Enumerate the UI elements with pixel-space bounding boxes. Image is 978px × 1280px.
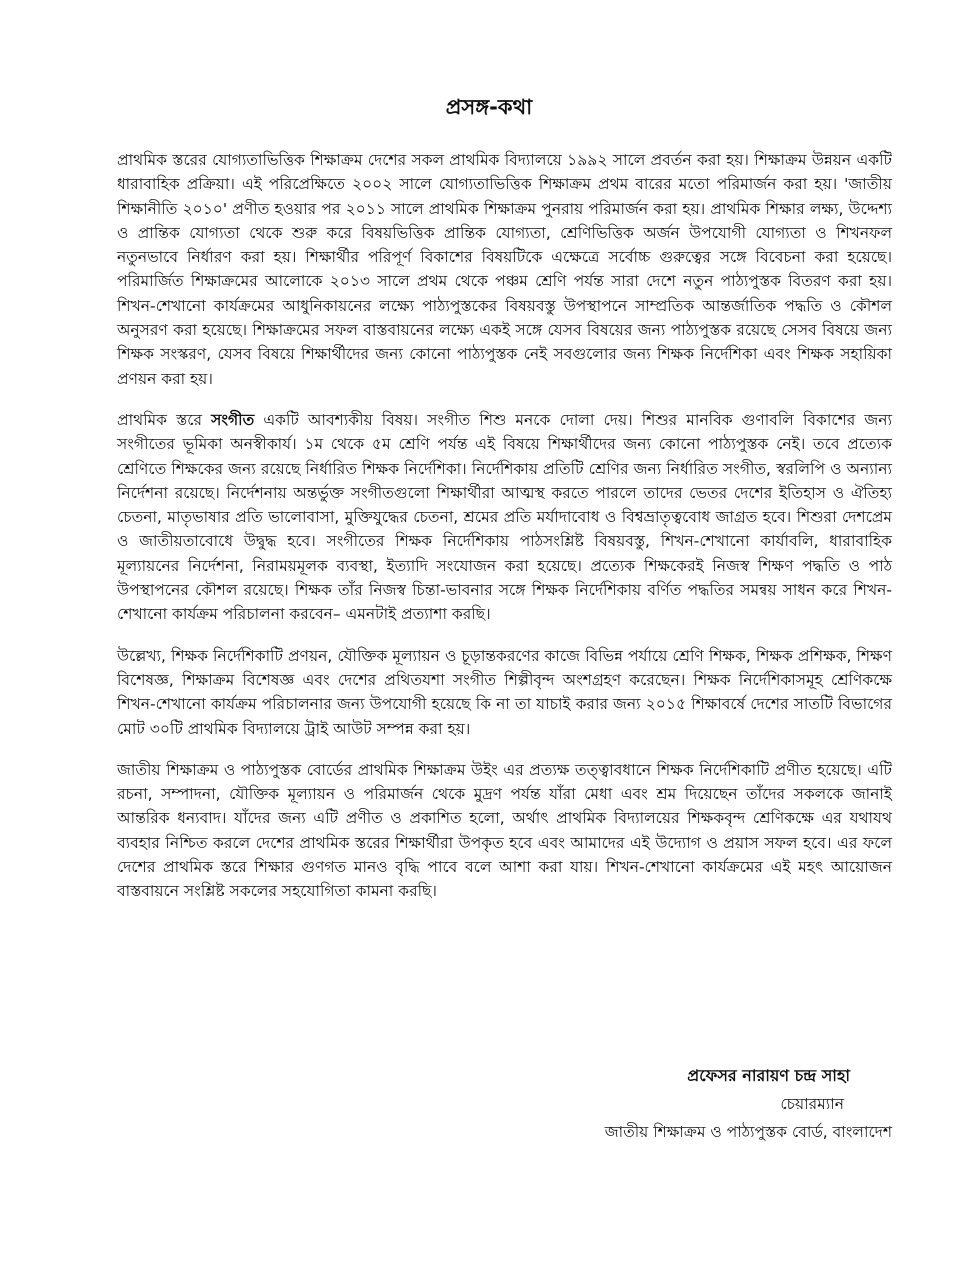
signatory-name: প্রফেসর নারায়ণ চন্দ্র সাহা	[687, 1066, 850, 1085]
paragraph-curriculum-history: প্রাথমিক স্তরের যোগ্যতাভিত্তিক শিক্ষাক্রম দেশের সকল প্রাথমিক বিদ্যালয়ে ১৯৯২ সালে প্রবর্তন করা হয়। শিক্ষাক্রম উন্নয়ন একটি ধারাবাহিক প্রক্রিয়া। এই পরিপ্রেক্ষিতে ২০০২ সালে যোগ্যতাভিত্তিক শিক্ষাক্রম প্রথম বারের মতো পরিমার্জন করা হয়। 'জাতীয় শিক্ষানীতি ২০১০' প্রণীত হওয়ার পর ২০১১ সালে প্রাথমিক শিক্ষাক্রম পুনরায় পরিমার্জন করা হয়। প্রাথমিক শিক্ষার লক্ষ্য, উদ্দেশ্য ও প্রান্তিক যোগ্যতা থেকে শুরু করে বিষয়ভিত্তিক প্রান্তিক যোগ্যতা, শ্রেণিভিত্তিক অর্জন উপযোগী যোগ্যতা ও শিখনফল নতুনভাবে নির্ধারণ করা হয়। শিক্ষার্থীর পরিপূর্ণ বিকাশের বিষয়টিকে এক্ষেত্রে সর্বোচ্চ গুরুত্বের সঙ্গে বিবেচনা করা হয়েছে। পরিমার্জিত শিক্ষাক্রমের আলোকে ২০১৩ সালে প্রথম থেকে পঞ্চম শ্রেণি পর্যন্ত সারা দেশে নতুন পাঠ্যপুস্তক বিতরণ করা হয়। শিখন-শেখানো কার্যক্রমের আধুনিকায়নের লক্ষ্যে পাঠ্যপুস্তকের বিষয়বস্তু উপস্থাপনে সাম্প্রতিক আন্তর্জাতিক পদ্ধতি ও কৌশল অনুসরণ করা হয়েছে। শিক্ষাক্রমের সফল বাস্তবায়নের লক্ষ্যে একই সঙ্গে যেসব বিষয়ের জন্য পাঠ্যপুস্তক রয়েছে সেসব বিষয়ে জন্য শিক্ষক সংস্করণ, যেসব বিষয়ে শিক্ষার্থীদের জন্য কোনো পাঠ্যপুস্তক নেই সবগুলোর জন্য শিক্ষক নির্দেশিকা এবং শিক্ষক সহায়িকা প্রণয়ন করা হয়।	[117, 151, 892, 388]
page-title: প্রসঙ্গ-কথা	[445, 95, 533, 119]
paragraph-acknowledgement: জাতীয় শিক্ষাক্রম ও পাঠ্যপুস্তক বোর্ডের প্রাথমিক শিক্ষাক্রম উইং এর প্রত্যক্ষ তত্ত্বাবধানে শিক্ষক নির্দেশিকাটি প্রণীত হয়েছে। এটি রচনা, সম্পাদনা, যৌক্তিক মূল্যায়ন ও পরিমার্জন থেকে মুদ্রণ পর্যন্ত যাঁরা মেধা এবং শ্রম দিয়েছেন তাঁদের সকলকে জানাই আন্তরিক ধন্যবাদ। যাঁদের জন্য এটি প্রণীত ও প্রকাশিত হলো, অর্থাৎ প্রাথমিক বিদ্যালয়ের শিক্ষকবৃন্দ শ্রেণিকক্ষে এর যথাযথ ব্যবহার নিশ্চিত করলে দেশের প্রাথমিক স্তরের শিক্ষার্থীরা উপকৃত হবে এবং আমাদের এই উদ্যোগ ও প্রয়াস সফল হবে। এর ফলে দেশের প্রাথমিক স্তরে শিক্ষার গুণগত মানও বৃদ্ধি পাবে বলে আশা করা যায়। শিখন-শেখানো কার্যক্রমের এই মহৎ আয়োজন বাস্তবায়নে সংশ্লিষ্ট সকলের সহযোগিতা কামনা করছি।	[117, 760, 892, 901]
paragraph-music-subject	[117, 408, 892, 627]
paragraph-music-space	[254, 411, 263, 429]
signature-block	[500, 1062, 892, 1146]
paragraph-music-emphasis: সংগীত	[211, 410, 255, 429]
paragraph-music-rest: একটি আবশ্যকীয় বিষয়। সংগীত শিশু মনকে দোলা দেয়। শিশুর মানবিক গুণাবলি বিকাশের জন্য সংগীতের ভূমিকা অনস্বীকার্য। ১ম থেকে ৫ম শ্রেণি পর্যন্ত এই বিষয়ে শিক্ষার্থীদের জন্য কোনো পাঠ্যপুস্তক নেই। তবে প্রত্যেক শ্রেণিতে শিক্ষকের জন্য রয়েছে নির্ধারিত শিক্ষক নির্দেশিকা। নির্দেশিকায় প্রতিটি শ্রেণির জন্য নির্ধারিত সংগীত, স্বরলিপি ও অন্যান্য নির্দেশনা রয়েছে। নির্দেশনায় অন্তর্ভুক্ত সংগীতগুলো শিক্ষার্থীরা আত্মস্থ করতে পারলে তাদের ভেতর দেশের ইতিহাস ও ঐতিহ্য চেতনা, মাতৃভাষার প্রতি ভালোবাসা, মুক্তিযুদ্ধের চেতনা, শ্রমের প্রতি মর্যাদাবোধ ও বিশ্বভ্রাতৃত্ববোধ জাগ্রত হবে। শিশুরা দেশপ্রেম ও জাতীয়তাবোধে উদ্বুদ্ধ হবে। সংগীতের শিক্ষক নির্দেশিকায় পাঠসংশ্লিষ্ট বিষয়বস্তু, শিখন-শেখানো কার্যাবলি, ধারাবাহিক মূল্যায়নের নির্দেশনা, নিরাময়মূলক ব্যবস্থা, ইত্যাদি সংযোজন করা হয়েছে। প্রত্যেক শিক্ষকেরই নিজস্ব শিক্ষণ পদ্ধতি ও পাঠ উপস্থাপনের কৌশল রয়েছে। শিক্ষক তাঁর নিজস্ব চিন্তা-ভাবনার সঙ্গে শিক্ষক নির্দেশিকায় বর্ণিত পদ্ধতির সমন্বয় সাধন করে শিখন-শেখানো কার্যক্রম পরিচালনা করবেন– এমনটাই প্রত্যাশা করছি।	[117, 410, 892, 624]
signatory-role: চেয়ারম্যান	[780, 1095, 844, 1113]
preface-body	[117, 148, 892, 921]
paragraph-music-lead: প্রাথমিক স্তরে	[117, 410, 212, 429]
signatory-organization: জাতীয় শিক্ষাক্রম ও পাঠ্যপুস্তক বোর্ড, বাংলাদেশ	[604, 1123, 892, 1141]
paragraph-contributors: উল্লেখ্য, শিক্ষক নির্দেশিকাটি প্রণয়ন, যৌক্তিক মূল্যায়ন ও চূড়ান্তকরণের কাজে বিভিন্ন পর্যায়ে শ্রেণি শিক্ষক, শিক্ষক প্রশিক্ষক, শিক্ষণ বিশেষজ্ঞ, শিক্ষাক্রম বিশেষজ্ঞ এবং দেশের প্রথিতযশা সংগীত শিল্পীবৃন্দ অংশগ্রহণ করেছেন। শিক্ষক নির্দেশিকাসমূহ শ্রেণিকক্ষে শিখন-শেখানো কার্যক্রম পরিচালনার জন্য উপযোগী হয়েছে কি না তা যাচাই করার জন্য ২০১৫ শিক্ষাবর্ষে দেশের সাতটি বিভাগের মোট ৩০টি প্রাথমিক বিদ্যালয়ে ট্রাই আউট সম্পন্ন করা হয়।	[117, 646, 892, 738]
